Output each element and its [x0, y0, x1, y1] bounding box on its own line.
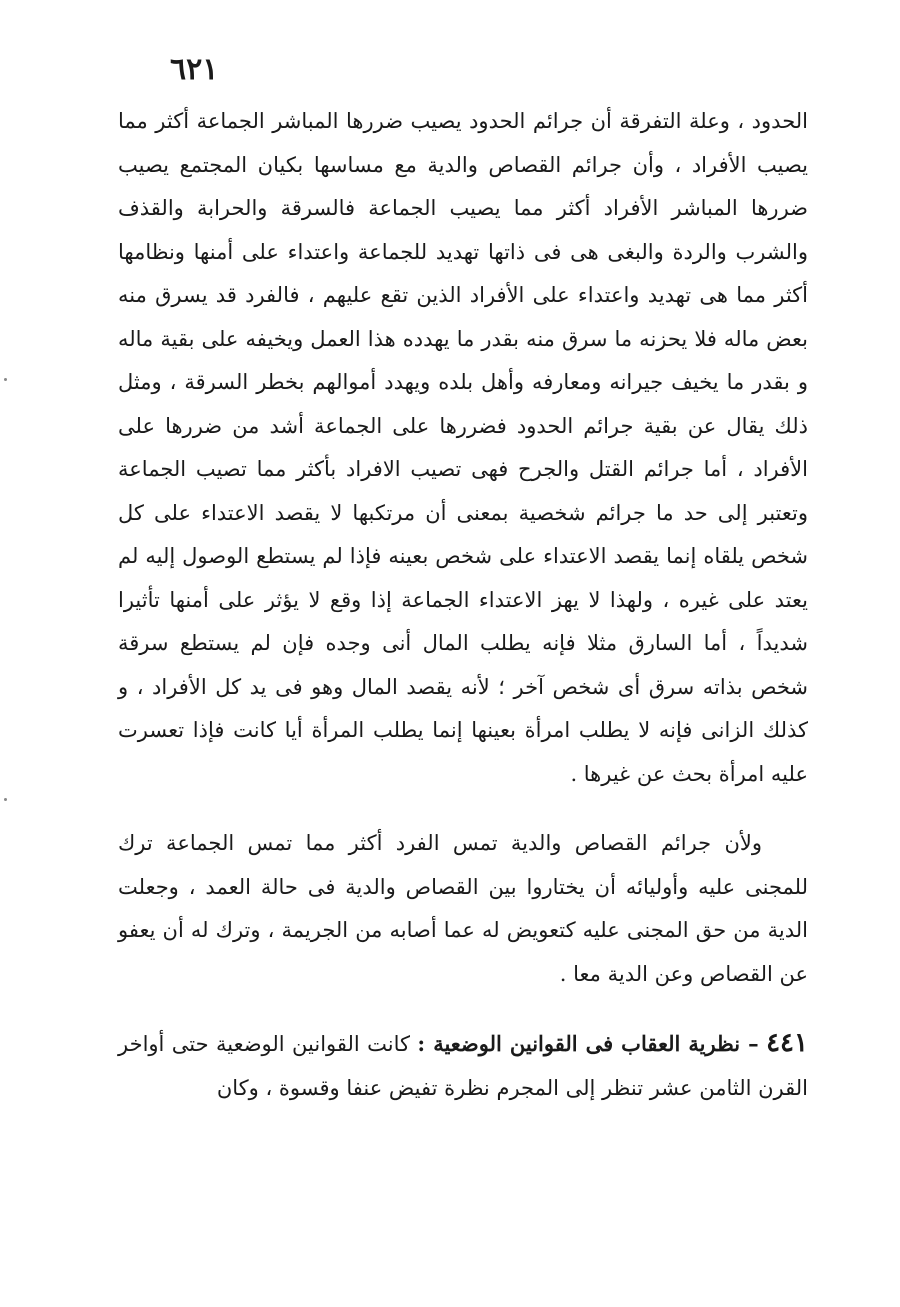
section-paragraph: [118, 1022, 808, 1110]
paragraph-qisas-diya: ولأن جرائم القصاص والدية تمس الفرد أكثر مما تمس الجماعة ترك للمجنى عليه وأوليائه أن يختاروا بين القصاص والدية فى حالة العمد ، وجعلت الدية من حق المجنى عليه كتعويض له عما أصابه من الجريمة ، وترك له أن يعفو عن القصاص وعن الدية معا .: [118, 831, 808, 986]
page-body: [118, 100, 808, 1110]
section-number: ٤٤١: [766, 1028, 808, 1058]
section-title: – نظرية العقاب فى القوانين الوضعية :: [417, 1031, 759, 1056]
margin-dot: [4, 798, 7, 801]
paragraph-hudud-distinction: الحدود ، وعلة التفرقة أن جرائم الحدود يصيب ضررها المباشر الجماعة أكثر مما يصيب الأفراد ، وأن جرائم القصاص والدية مع مساسها بكيان المجتمع يصيب ضررها المباشر الأفراد أكثر مما يصيب الجماعة فالسرقة والحرابة والقذف والشرب والردة والبغى هى فى ذاتها تهديد للجماعة واعتداء على أمنها ونظامها أكثر مما هى تهديد واعتداء على الأفراد الذين تقع عليهم ، فالفرد قد يسرق منه بعض ماله فلا يحزنه ما سرق منه بقدر ما يهدده هذا العمل ويخيفه على بقية ماله و بقدر ما يخيف جيرانه ومعارفه وأهل بلده ويهدد أموالهم بخطر السرقة ، ومثل ذلك يقال عن بقية جرائم الحدود فضررها على الجماعة أشد من ضررها على الأفراد ، أما جرائم القتل والجرح فهى تصيب الافراد بأكثر مما تصيب الجماعة وتعتبر إلى حد ما جرائم شخصية بمعنى أن مرتكبها لا يقصد الاعتداء على كل شخص يلقاه إنما يقصد الاعتداء على شخص بعينه فإذا لم يستطع الوصول إليه لم يعتد على غيره ، ولهذا لا يهز الاعتداء الجماعة إذا وقع لا يؤثر على أمنها تأثيرا شديداً ، أما السارق مثلا فإنه يطلب المال أنى وجده فإن لم يستطع سرقة شخص بذاته سرق أى شخص آخر ؛ لأنه يقصد المال وهو فى يد كل الأفراد ، و كذلك الزانى فإنه لا يطلب امرأة بعينها إنما يطلب المرأة أيا كانت فإذا تعسرت عليه امرأة بحث عن غيرها .: [118, 109, 809, 786]
margin-dot: [4, 378, 7, 381]
section-text: كانت القوانين الوضعية حتى أواخر القرن الثامن عشر تنظر إلى المجرم نظرة تفيض عنفا وقسوة ، وكان: [118, 1032, 808, 1100]
page-number: ٦٢١: [170, 52, 219, 87]
